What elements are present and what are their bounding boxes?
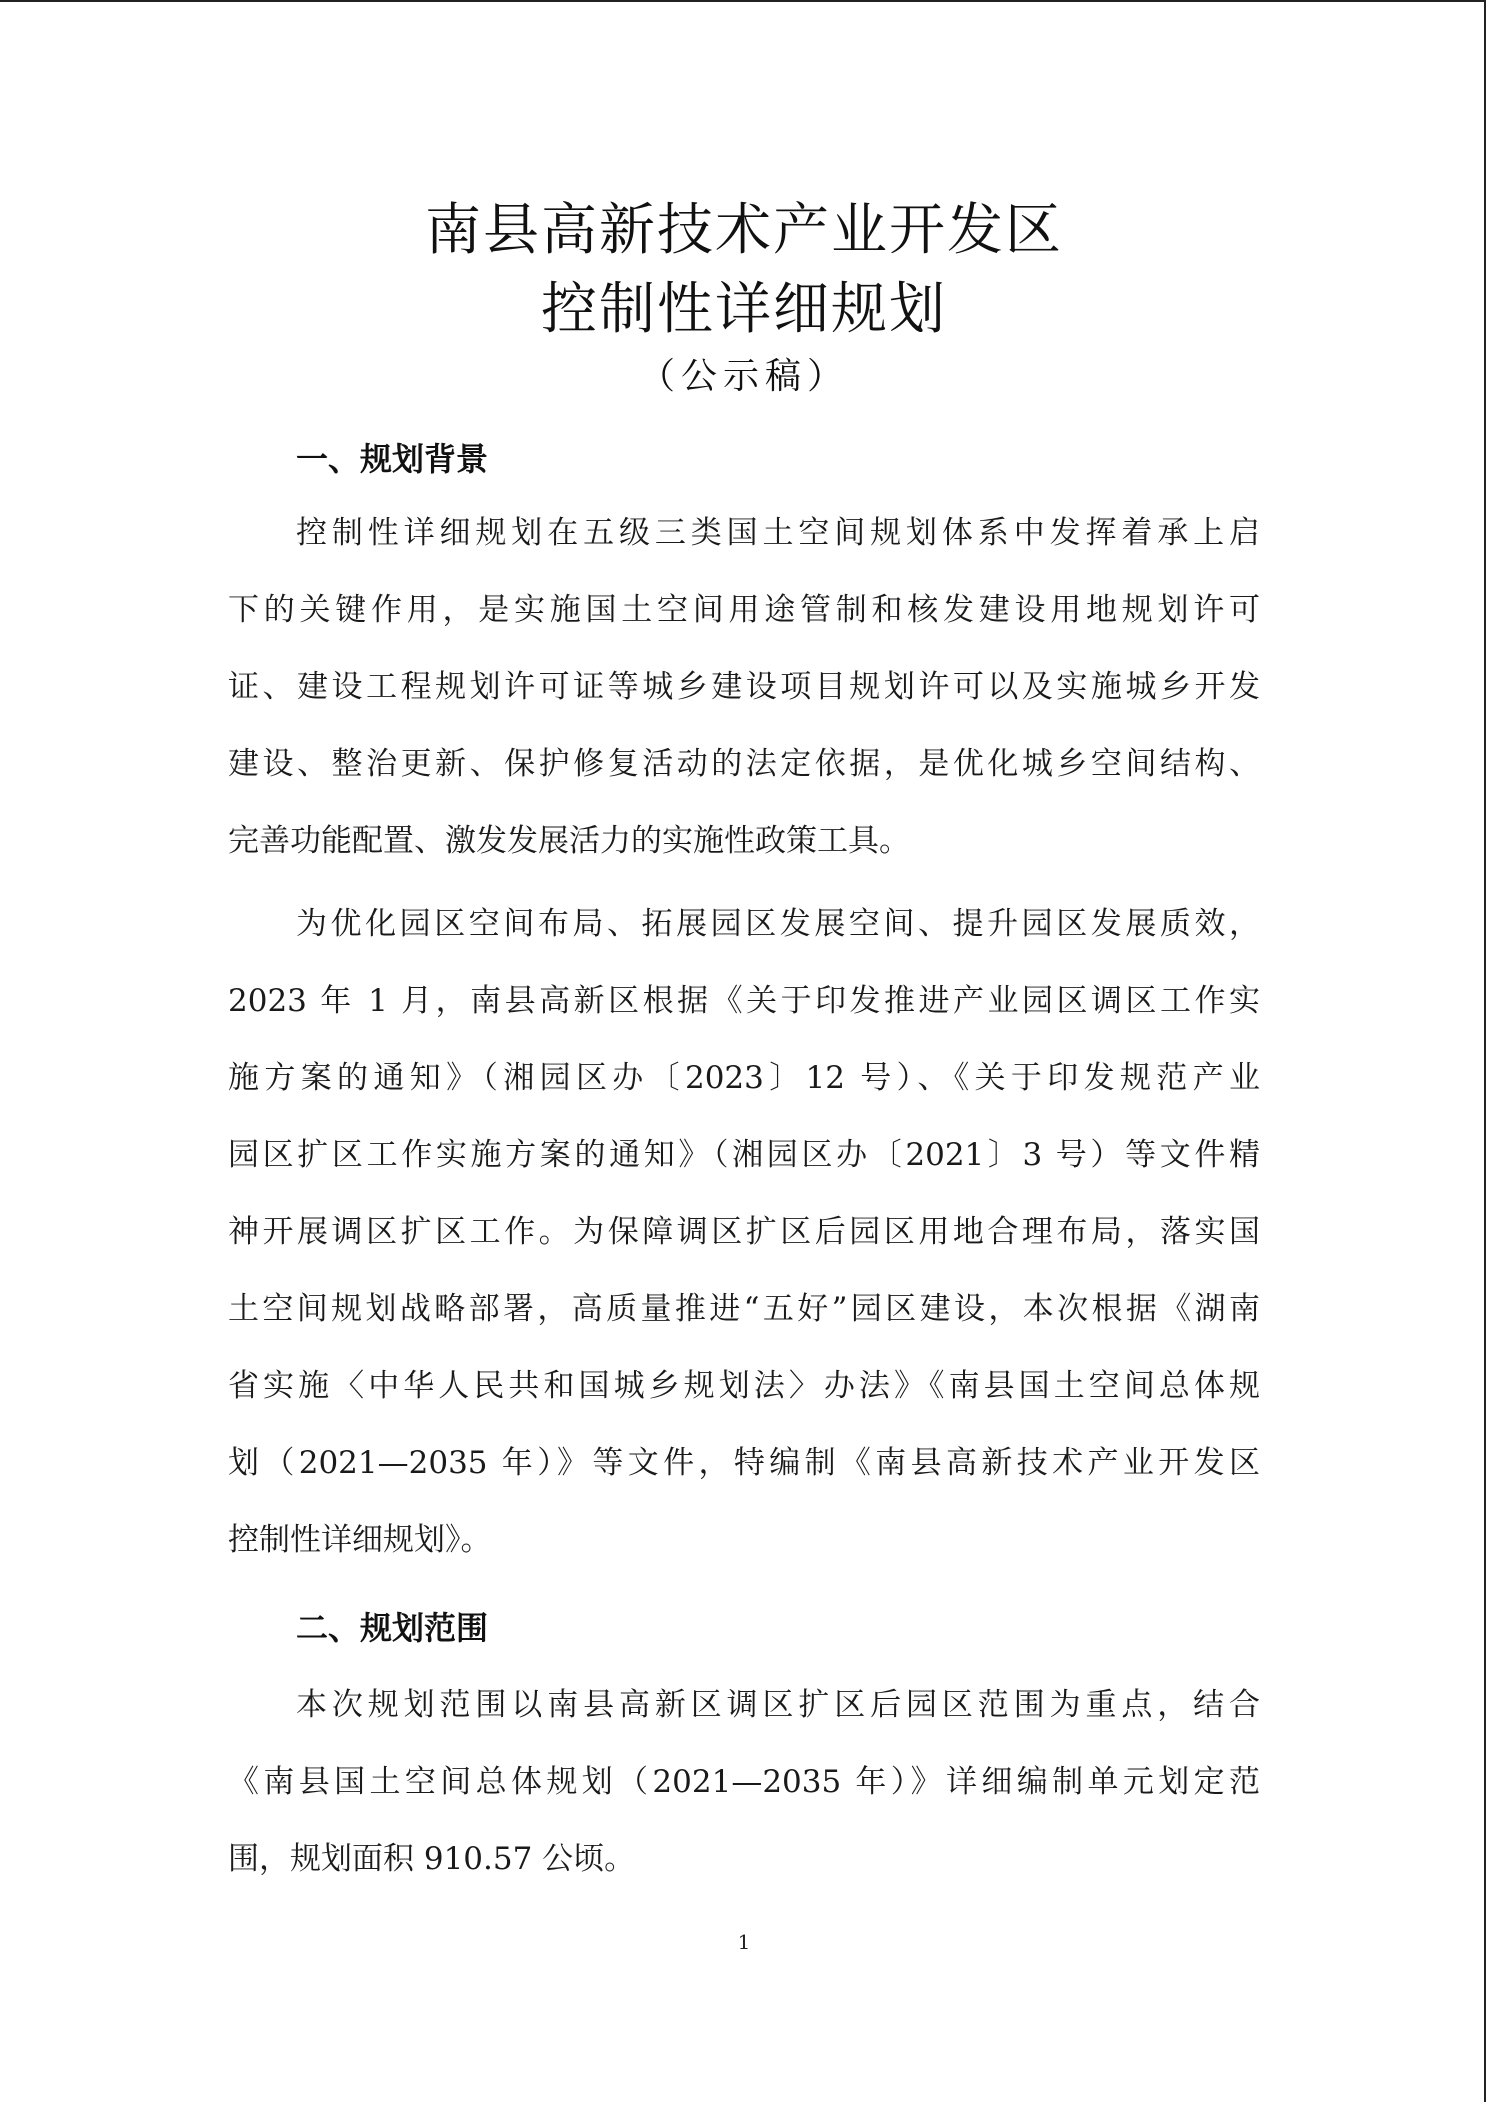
paragraph-line: 建设、整治更新、保护修复活动的法定依据，是优化城乡空间结构、 (228, 746, 1260, 782)
paragraph-line: 证、建设工程规划许可证等城乡建设项目规划许可以及实施城乡开发 (228, 669, 1260, 705)
paragraph-line: 围，规划面积 910.57 公顷。 (228, 1841, 636, 1877)
paragraph-line: 下的关键作用，是实施国土空间用途管制和核发建设用地规划许可 (228, 592, 1260, 628)
document-title-line1: 南县高新技术产业开发区 (425, 198, 1063, 263)
section-heading-scope: 二、规划范围 (296, 1609, 489, 1647)
paragraph-line: 园区扩区工作实施方案的通知》（湘园区办〔2021〕3 号）等文件精 (228, 1137, 1260, 1173)
paragraph-line: 控制性详细规划在五级三类国土空间规划体系中发挥着承上启 (296, 515, 1260, 551)
document-subtitle: （公示稿） (638, 356, 849, 397)
paragraph-line: 土空间规划战略部署，高质量推进“五好”园区建设，本次根据《湖南 (228, 1291, 1260, 1327)
paragraph-line: 本次规划范围以南县高新区调区扩区后园区范围为重点，结合 (296, 1687, 1260, 1723)
paragraph-line: 2023 年 1 月，南县高新区根据《关于印发推进产业园区调区工作实 (228, 983, 1260, 1019)
document-title-line2: 控制性详细规划 (541, 277, 947, 342)
paragraph-line: 划（2021—2035 年）》等文件，特编制《南县高新技术产业开发区 (228, 1445, 1260, 1481)
page-number: 1 (737, 1930, 751, 1954)
paragraph-line: 神开展调区扩区工作。为保障调区扩区后园区用地合理布局，落实国 (228, 1214, 1260, 1250)
paragraph-line: 《南县国土空间总体规划（2021—2035 年）》详细编制单元划定范 (228, 1764, 1260, 1800)
paragraph-line: 省实施〈中华人民共和国城乡规划法〉办法》《南县国土空间总体规 (228, 1368, 1260, 1404)
paragraph-line: 完善功能配置、激发发展活力的实施性政策工具。 (228, 823, 910, 859)
section-heading-background: 一、规划背景 (296, 440, 489, 478)
paragraph-line: 为优化园区空间布局、拓展园区发展空间、提升园区发展质效， (296, 906, 1260, 942)
paragraph-line: 控制性详细规划》。 (228, 1522, 492, 1558)
paragraph-line: 施方案的通知》（湘园区办〔2023〕12 号）、《关于印发规范产业 (228, 1060, 1260, 1096)
